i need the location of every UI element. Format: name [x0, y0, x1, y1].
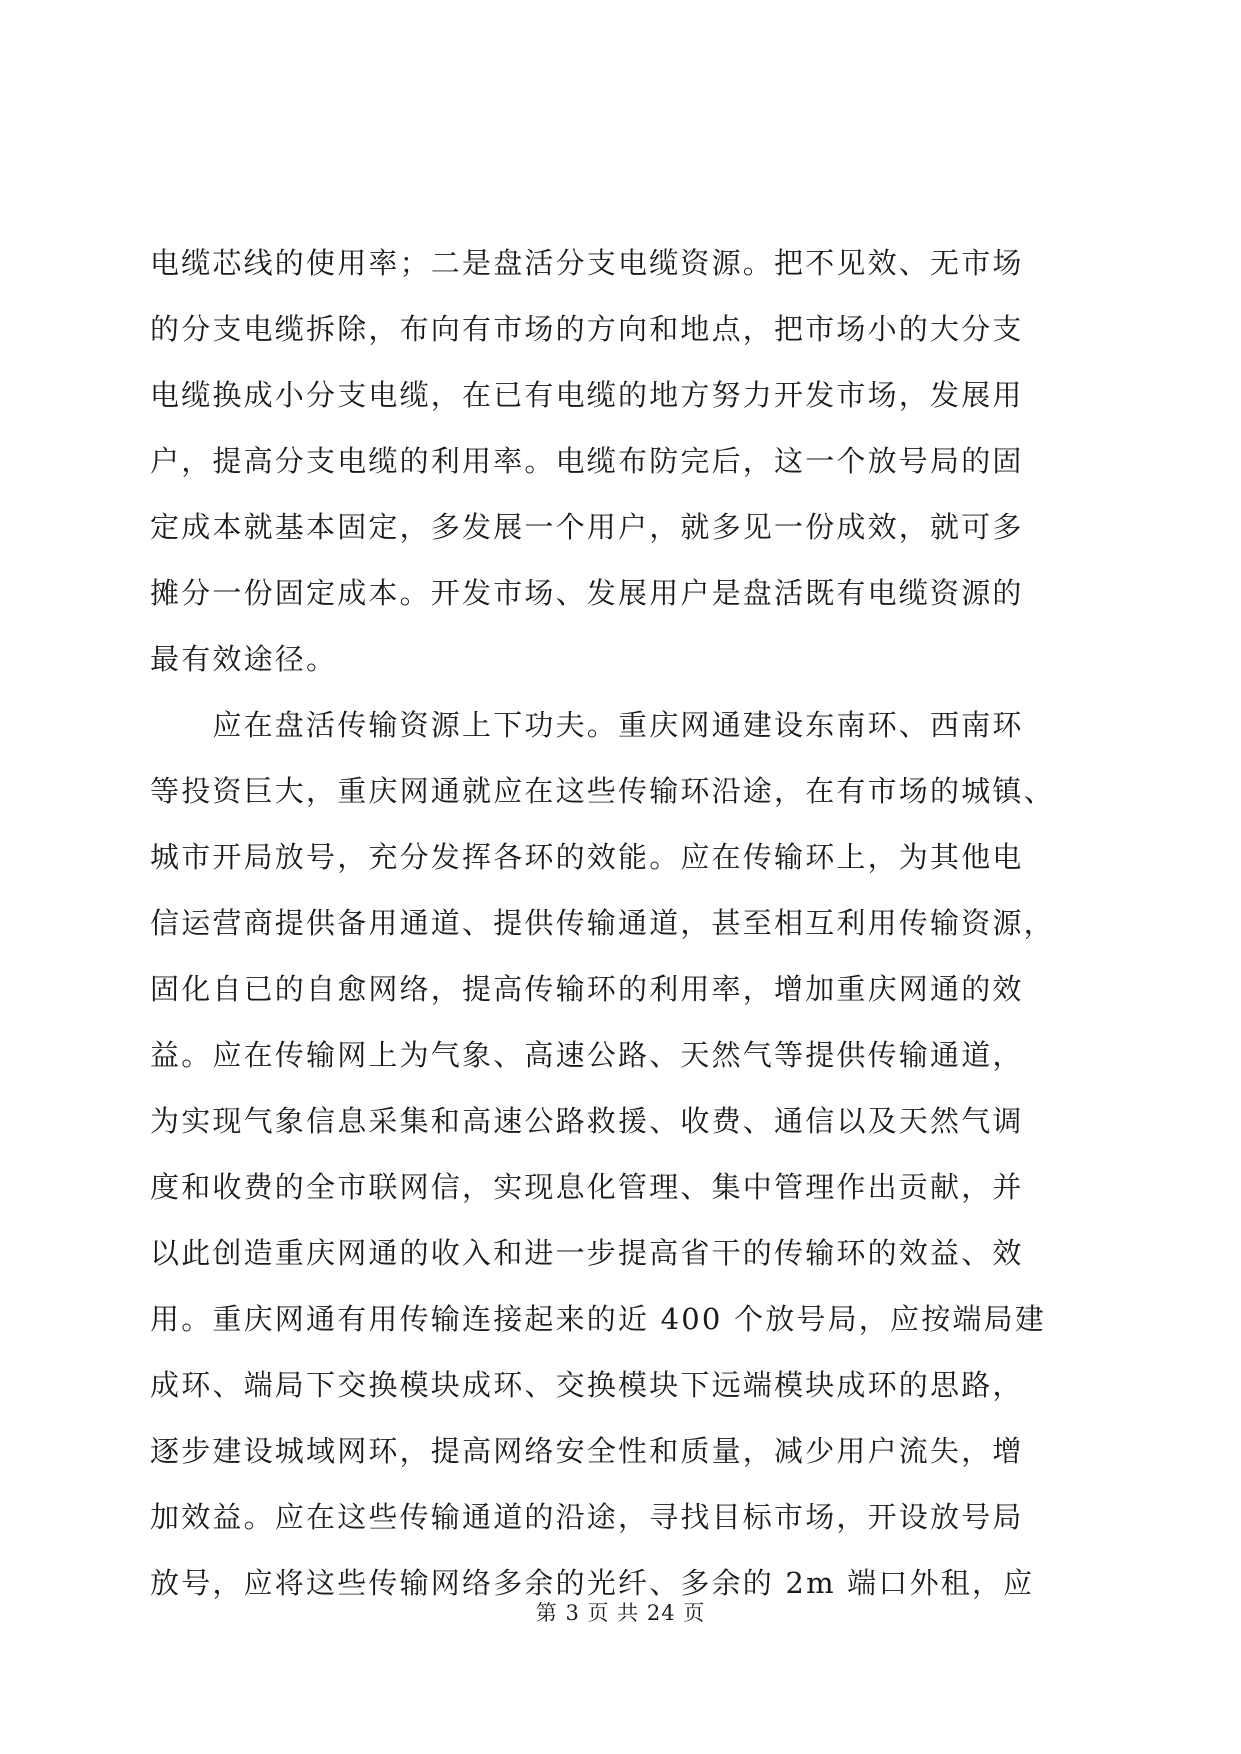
text-line: 放号，应将这些传输网络多余的光纤、多余的 2m 端口外租，应: [150, 1566, 1035, 1600]
text-line: 成环、端局下交换模块成环、交换模块下远端模块成环的思路，: [150, 1368, 1024, 1402]
text-line: 用。重庆网通有用传输连接起来的近 400 个放号局，应按端局建: [150, 1302, 1046, 1336]
text-line: 摊分一份固定成本。开发市场、发展用户是盘活既有电缆资源的: [150, 576, 1024, 610]
text-line: 逐步建设城域网环，提高网络安全性和质量，减少用户流失，增: [150, 1434, 1024, 1468]
document-body: [150, 230, 1090, 1616]
page-number-footer: 第 3 页 共 24 页: [535, 1601, 706, 1625]
text-line: 户，提高分支电缆的利用率。电缆布防完后，这一个放号局的固: [150, 444, 1024, 478]
paragraph-1: [150, 230, 1090, 692]
text-line: 信运营商提供备用通道、提供传输通道，甚至相互利用传输资源，: [150, 906, 1055, 940]
paragraph-2: [150, 692, 1090, 1616]
text-line: 以此创造重庆网通的收入和进一步提高省干的传输环的效益、效: [150, 1236, 1024, 1270]
text-line: 益。应在传输网上为气象、高速公路、天然气等提供传输通道，: [150, 1038, 1024, 1072]
text-line: 电缆芯线的使用率；二是盘活分支电缆资源。把不见效、无市场: [150, 246, 1024, 280]
text-line: 城市开局放号，充分发挥各环的效能。应在传输环上，为其他电: [150, 840, 1024, 874]
text-line: 加效益。应在这些传输通道的沿途，寻找目标市场，开设放号局: [150, 1500, 1024, 1534]
text-line: 最有效途径。: [150, 642, 338, 676]
text-line: 固化自已的自愈网络，提高传输环的利用率，增加重庆网通的效: [150, 972, 1024, 1006]
text-line: 为实现气象信息采集和高速公路救援、收费、通信以及天然气调: [150, 1104, 1024, 1138]
text-line: 电缆换成小分支电缆，在已有电缆的地方努力开发市场，发展用: [150, 378, 1024, 412]
text-line: 定成本就基本固定，多发展一个用户，就多见一份成效，就可多: [150, 510, 1024, 544]
text-line: 度和收费的全市联网信，实现息化管理、集中管理作出贡献，并: [150, 1170, 1024, 1204]
text-line: 的分支电缆拆除，布向有市场的方向和地点，把市场小的大分支: [150, 312, 1024, 346]
text-line: 应在盘活传输资源上下功夫。重庆网通建设东南环、西南环: [150, 708, 1024, 742]
text-line: 等投资巨大，重庆网通就应在这些传输环沿途，在有市场的城镇、: [150, 774, 1055, 808]
